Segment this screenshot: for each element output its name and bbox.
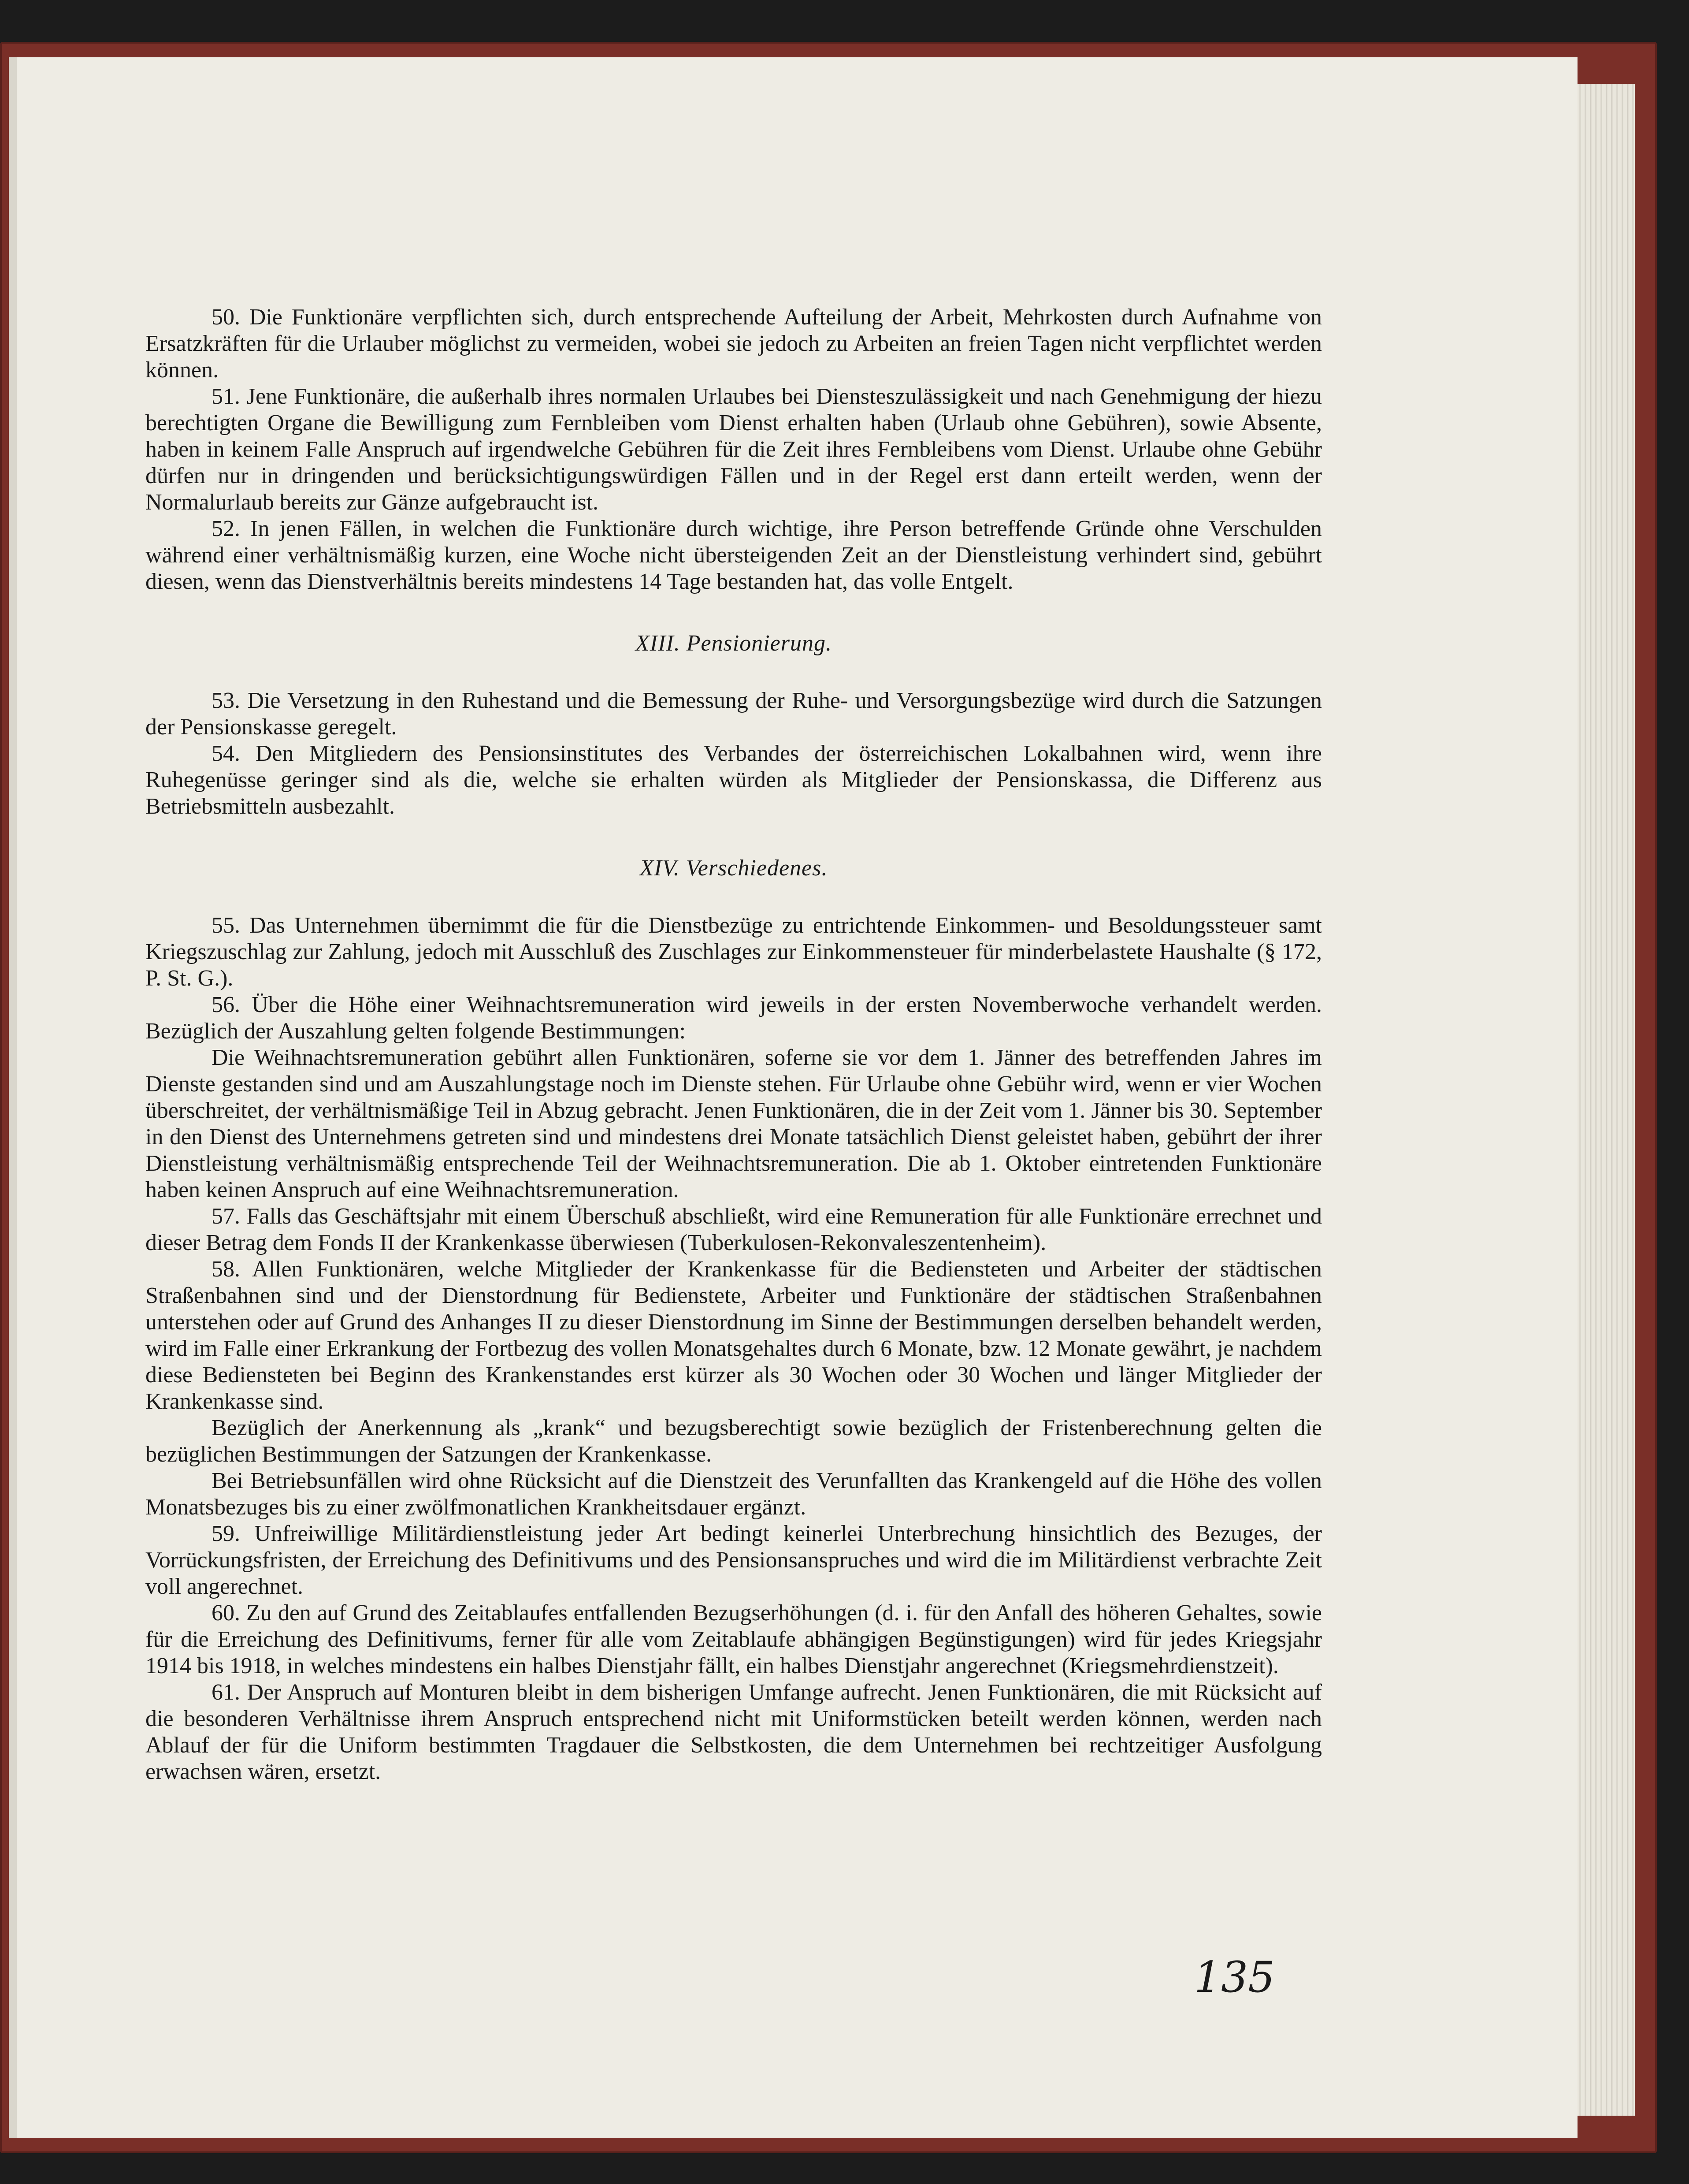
- paragraph-57: 57. Falls das Geschäftsjahr mit einem Überschuß abschließt, wird eine Remuneration für alle Funktionäre errechnet und dieser Betrag dem Fonds II der Krankenkasse überwiesen (Tuberkulosen-Rekonvaleszentenheim).: [145, 1204, 1322, 1255]
- paragraph-58: 58. Allen Funktionären, welche Mitglieder der Krankenkasse für die Bediensteten und Arbeiter der städtischen Straßenbahnen sind und der Dienstordnung für Bedienstete, Arbeiter und Funktionäre der städtischen Straßenbahnen unterstehen oder auf Grund des Anhanges II zu dieser Dienstordnung im Sinne der Bestimmungen derselben behandelt werden, wird im Falle einer Erkrankung der Fortbezug des vollen Monatsgehaltes durch 6 Monate, bzw. 12 Monate gewährt, je nachdem diese Bediensteten bei Beginn des Krankenstandes erst kürzer als 30 Wochen oder 30 Wochen und länger Mitglieder der Krankenkasse sind.: [145, 1257, 1322, 1414]
- paragraph-58-krank: Bezüglich der Anerkennung als „krank“ und bezugsberechtigt sowie bezüglich der Fristenberechnung gelten die bezüglichen Bestimmungen der Satzungen der Krankenkasse.: [145, 1415, 1322, 1467]
- book-page: [9, 57, 1578, 2138]
- paragraph-52: 52. In jenen Fällen, in welchen die Funktionäre durch wichtige, ihre Person betreffende Gründe ohne Verschulden während einer verhältnismäßig kurzen, eine Woche nicht übersteigenden Zeit an der Dienstleistung verhindert sind, gebührt diesen, wenn das Dienstverhältnis bereits mindestens 14 Tage bestanden hat, das volle Entgelt.: [145, 516, 1322, 594]
- paragraph-60: 60. Zu den auf Grund des Zeitablaufes entfallenden Bezugserhöhungen (d. i. für den Anfall des höheren Gehaltes, sowie für die Erreichung des Definitivums, ferner für alle vom Zeitablaufe abhängigen Begünstigungen) wird für jedes Kriegsjahr 1914 bis 1918, in welches mindestens ein halbes Dienstjahr fällt, ein halbes Dienstjahr angerechnet (Kriegsmehrdienstzeit).: [145, 1600, 1322, 1678]
- paragraph-51: 51. Jene Funktionäre, die außerhalb ihres normalen Urlaubes bei Diensteszulässigkeit und nach Genehmigung der hiezu berechtigten Organe die Bewilligung zum Fernbleiben vom Dienst erhalten haben (Urlaub ohne Gebühren), sowie Absente, haben in keinem Falle Anspruch auf irgendwelche Gebühren für die Zeit ihres Fernbleibens vom Dienst. Urlaube ohne Gebühr dürfen nur in dringenden und berücksichtigungswürdigen Fällen und in der Regel erst dann erteilt werden, wenn der Normalurlaub bereits zur Gänze aufgebraucht ist.: [145, 384, 1322, 515]
- paragraph-58-unfall: Bei Betriebsunfällen wird ohne Rücksicht auf die Dienstzeit des Verunfallten das Krankengeld auf die Höhe des vollen Monatsbezuges bis zu einer zwölfmonatlichen Krankheitsdauer ergänzt.: [145, 1468, 1322, 1520]
- paragraph-56-detail: Die Weihnachtsremuneration gebührt allen Funktionären, soferne sie vor dem 1. Jänner des betreffenden Jahres im Dienste gestanden sind und am Auszahlungstage noch im Dienste stehen. Für Urlaube ohne Gebühr wird, wenn er vier Wochen überschreitet, der verhältnismäßige Teil in Abzug gebracht. Jenen Funktionären, die in der Zeit vom 1. Jänner bis 30. September in den Dienst des Unternehmens getreten sind und mindestens drei Monate tatsächlich Dienst geleistet haben, gebührt der ihrer Dienstleistung verhältnismäßig entsprechende Teil der Weihnachtsremuneration. Die ab 1. Oktober eintretenden Funktionäre haben keinen Anspruch auf eine Weihnachtsremuneration.: [145, 1045, 1322, 1202]
- section-heading-verschiedenes: XIV. Verschiedenes.: [639, 856, 828, 881]
- paragraph-53: 53. Die Versetzung in den Ruhestand und die Bemessung der Ruhe- und Versorgungsbezüge wird durch die Satzungen der Pensionskasse geregelt.: [145, 688, 1322, 740]
- section-heading-pensionierung: XIII. Pensionierung.: [635, 631, 832, 656]
- paragraph-56: 56. Über die Höhe einer Weihnachtsremuneration wird jeweils in der ersten Novemberwoche verhandelt werden. Bezüglich der Auszahlung gelten folgende Bestimmungen:: [145, 992, 1322, 1044]
- paragraph-61: 61. Der Anspruch auf Monturen bleibt in dem bisherigen Umfange aufrecht. Jenen Funktionären, die mit Rücksicht auf die besonderen Verhältnisse ihrem Anspruch entsprechend nicht mit Uniformstücken beteilt werden können, werden nach Ablauf der für die Uniform bestimmten Tragdauer die Selbstkosten, die dem Unternehmen bei rechtzeitiger Ausfolgung erwachsen wären, ersetzt.: [145, 1680, 1322, 1784]
- paragraph-50: 50. Die Funktionäre verpflichten sich, durch entsprechende Aufteilung der Arbeit, Mehrkosten durch Aufnahme von Ersatzkräften für die Urlauber möglichst zu vermeiden, wobei sie jedoch zu Arbeiten an freien Tagen nicht verpflichtet werden können.: [145, 305, 1322, 383]
- page-gutter: [9, 57, 17, 2138]
- paragraph-54: 54. Den Mitgliedern des Pensionsinstitutes des Verbandes der österreichischen Lokalbahnen wird, wenn ihre Ruhegenüsse geringer sind als die, welche sie erhalten würden als Mitglieder der Pensionskassa, die Differenz aus Betriebsmitteln ausbezahlt.: [145, 741, 1322, 819]
- page-number: 135: [1194, 1953, 1275, 2002]
- paragraph-55: 55. Das Unternehmen übernimmt die für die Dienstbezüge zu entrichtende Einkommen- und Besoldungssteuer samt Kriegszuschlag zur Zahlung, jedoch mit Ausschluß des Zuschlages zur Einkommensteuer für minderbelastete Haushalte (§ 172, P. St. G.).: [145, 913, 1322, 991]
- paragraph-59: 59. Unfreiwillige Militärdienstleistung jeder Art bedingt keinerlei Unterbrechung hinsichtlich des Bezuges, der Vorrückungsfristen, der Erreichung des Definitivums und des Pensionsanspruches und wird die im Militärdienst verbrachte Zeit voll angerechnet.: [145, 1521, 1322, 1599]
- page-text: [145, 304, 1322, 1785]
